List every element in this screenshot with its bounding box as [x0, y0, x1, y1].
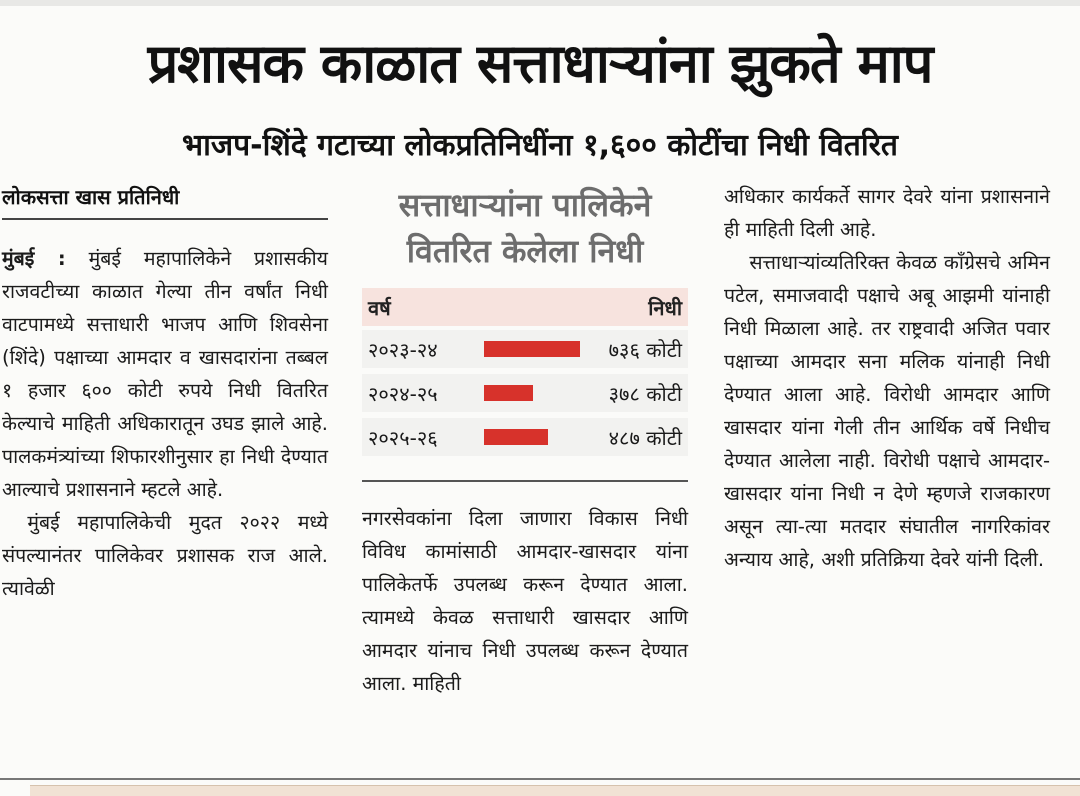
fund-bar [484, 385, 533, 401]
article-paragraph-4: अधिकार कार्यकर्ते सागर देवरे यांना प्रशासनाने ही माहिती दिली आहे. [724, 185, 1050, 241]
headline: प्रशासक काळात सत्ताधाऱ्यांना झुकते माप [147, 32, 933, 95]
header-fund: निधी [648, 295, 682, 320]
column-3 [724, 180, 1050, 576]
infobox-row [362, 374, 688, 412]
bottom-rule [0, 778, 1080, 780]
dateline: मुंबई : [2, 247, 66, 270]
header-year: वर्ष [368, 295, 391, 320]
infobox-table-header [362, 288, 688, 326]
article-paragraph-2: मुंबई महापालिकेची मुदत २०२२ मध्ये संपल्यानंतर पालिकेवर प्रशासक राज आले. त्यावेळी [2, 511, 328, 600]
infobox-title: सत्ताधाऱ्यांना पालिकेने वितरित केलेला निधी [398, 186, 652, 270]
infobox-row [362, 418, 688, 456]
fund-bar [484, 341, 580, 357]
row-year: २०२३-२४ [368, 337, 438, 362]
article-paragraph-1 [2, 242, 328, 506]
subheadline: भाजप-शिंदे गटाच्या लोकप्रतिनिधींना १,६०० कोटींचा निधी वितरित [181, 128, 898, 163]
row-year: २०२४-२५ [368, 381, 438, 406]
row-year: २०२५-२६ [368, 425, 438, 450]
infobox [362, 182, 688, 456]
row-amount: ३७८ कोटी [608, 381, 682, 406]
article-paragraph-3: नगरसेवकांना दिला जाणारा विकास निधी विविध कामांसाठी आमदार-खासदार यांना पालिकेतर्फे उपलब्ध करून देण्यात आला. त्यामध्ये केवळ सत्ताधारी खासदार आणि आमदार यांनाच निधी उपलब्ध करून देण्यात आला. माहिती [362, 507, 688, 695]
byline: लोकसत्ता खास प्रतिनिधी [2, 180, 328, 220]
column-2 [362, 180, 688, 700]
infobox-divider [362, 480, 688, 482]
top-rule [0, 0, 1080, 6]
fund-bar [484, 429, 548, 445]
bottom-strip [30, 785, 1080, 796]
row-amount: ४८७ कोटी [608, 425, 682, 450]
row-amount: ७३६ कोटी [608, 337, 682, 362]
article-paragraph-1-text: मुंबई महापालिकेने प्रशासकीय राजवटीच्या काळात गेल्या तीन वर्षांत निधी वाटपामध्ये सत्ताधारी भाजप आणि शिवसेना (शिंदे) पक्षाच्या आमदार व खासदारांना तब्बल १ हजार ६०० कोटी रुपये निधी वितरित केल्याचे माहिती अधिकारातून उघड झाले आहे. पालकमंत्र्यांच्या शिफारशीनुसार हा निधी देण्यात आल्याचे प्रशासनाने म्हटले आहे. [2, 247, 328, 501]
article-paragraph-5: सत्ताधाऱ्यांव्यतिरिक्त केवळ काँग्रेसचे अमिन पटेल, समाजवादी पक्षाचे अबू आझमी यांनाही निधी मिळाला आहे. तर राष्ट्रवादी अजित पवार पक्षाच्या आमदार सना मलिक यांनाही निधी देण्यात आला आहे. विरोधी आमदार आणि खासदार यांना गेली तीन आर्थिक वर्षे निधीच देण्यात आलेला नाही. विरोधी पक्षाचे आमदार-खासदार यांना निधी न देणे म्हणजे राजकारण असून त्या-त्या मतदार संघातील नागरिकांवर अन्याय आहे, अशी प्रतिक्रिया देवरे यांनी दिली. [724, 251, 1050, 571]
infobox-row [362, 330, 688, 368]
column-1 [2, 180, 328, 605]
